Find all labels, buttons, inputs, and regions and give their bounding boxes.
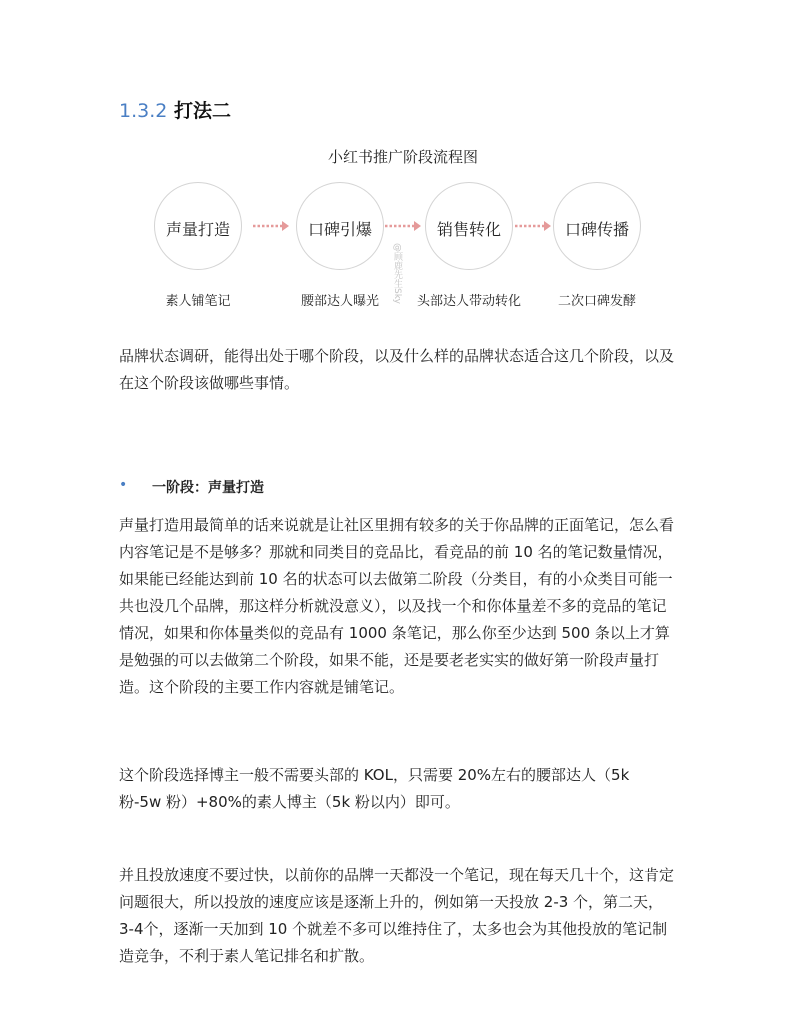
body-paragraph-3: 并且投放速度不要过快，以前你的品牌一天都没一个笔记，现在每天几十个，这肯定问题很大，所以投放的速度应该是逐渐上升的，例如第一天投放 2-3 个，第二天，3-4个，逐渐一天加到 10 个就差不多可以维持住了，太多也会为其他投放的笔记制造竞争，不利于素人笔记排名和扩散。 bbox=[119, 866, 675, 965]
stage-caption-1: 素人铺笔记 bbox=[165, 294, 231, 309]
stage-name: 声量打造 bbox=[165, 220, 230, 239]
bullet-heading: 一阶段：声量打造 bbox=[152, 480, 264, 496]
stage-circle-4 bbox=[553, 182, 641, 270]
stage-circle-2 bbox=[296, 182, 384, 270]
stage-caption-3: 头部达人带动转化 bbox=[416, 294, 521, 309]
dotted-arrow-icon bbox=[252, 218, 290, 234]
stage-name: 口碑引爆 bbox=[307, 220, 372, 239]
body-paragraph-1: 声量打造用最简单的话来说就是让社区里拥有较多的关于你品牌的正面笔记，怎么看内容笔记是不是够多？那就和同类目的竞品比，看竞品的前 10 名的笔记数量情况，如果能已经能达到前 10 名的状态可以去做第二阶段（分类目，有的小众类目可能一共也没几个品牌，那这样分析就没意义），以及找一个和你体量差不多的竞品的笔记情况，如果和你体量类似的竞品有 1000 条笔记，那么你至少达到 500 条以上才算是勉强的可以去做第二个阶段，如果不能，还是要老老实实的做好第一阶段声量打造。这个阶段的主要工作内容就是铺笔记。 bbox=[119, 516, 675, 696]
section-title: 打法二 bbox=[173, 100, 231, 122]
stage-name: 口碑传播 bbox=[564, 220, 629, 239]
promotion-flow-diagram bbox=[148, 138, 658, 328]
stage-caption-4: 二次口碑发酵 bbox=[557, 294, 636, 309]
body-paragraph-2: 这个阶段选择博主一般不需要头部的 KOL，只需要 20%左右的腰部达人（5k 粉-5w 粉）+80%的素人博主（5k 粉以内）即可。 bbox=[119, 766, 630, 811]
stage-name: 销售转化 bbox=[436, 220, 501, 239]
stage-caption-2: 腰部达人曝光 bbox=[300, 294, 379, 309]
stage-circle-3 bbox=[425, 182, 513, 270]
dotted-arrow-icon bbox=[514, 218, 552, 234]
section-heading bbox=[119, 96, 231, 123]
diagram-title: 小红书推广阶段流程图 bbox=[327, 148, 478, 166]
stage-circle-1 bbox=[154, 182, 242, 270]
intro-paragraph: 品牌状态调研，能得出处于哪个阶段，以及什么样的品牌状态适合这几个阶段，以及在这个阶段该做哪些事情。 bbox=[119, 347, 675, 392]
watermark: @顾鹿先生Sky bbox=[392, 243, 402, 304]
bullet-marker: • bbox=[119, 477, 128, 493]
dotted-arrow-icon bbox=[384, 218, 422, 234]
section-number: 1.3.2 bbox=[119, 100, 168, 122]
